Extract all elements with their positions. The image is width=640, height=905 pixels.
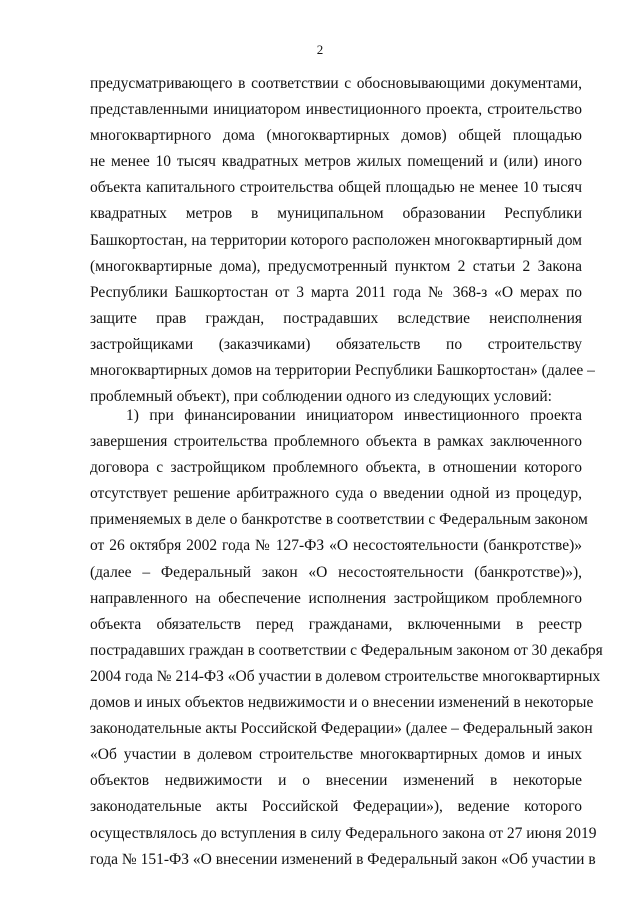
text-line: Республики Башкортостан от 3 марта 2011 года № 368-з «О мерах по [90,283,582,301]
text-line: многоквартирного дома (многоквартирных домов) общей площадью [90,127,582,145]
text-line: применяемых в деле о банкротстве в соответствии с Федеральным законом [90,511,588,529]
text-line: «Об участии в долевом строительстве многоквартирных домов и иных [90,746,582,764]
text-line: объекта капитального строительства общей площадью не менее 10 тысяч [90,179,582,197]
text-line: (далее – Федеральный закон «О несостоятельности (банкротстве)»), [90,563,582,581]
text-line: представленными инициатором инвестиционного проекта, строительство [90,101,582,119]
text-line: 2004 года № 214-ФЗ «Об участии в долевом строительстве многоквартирных [90,667,601,685]
text-line: договора с застройщиком проблемного объекта, в отношении которого [90,459,582,477]
text-line: законодательные акты Российской Федерации» (далее – Федеральный закон [90,720,593,738]
text-line: пострадавших граждан в соответствии с Федеральным законом от 30 декабря [90,641,603,659]
text-line: направленного на обеспечение исполнения застройщиком проблемного [90,589,582,607]
page-number: 2 [316,42,324,57]
text-line: многоквартирных домов на территории Республики Башкортостан» (далее – [90,362,595,380]
text-line: отсутствует решение арбитражного суда о введении одной из процедур, [90,485,582,503]
text-line: не менее 10 тысяч квадратных метров жилых помещений и (или) иного [90,153,582,171]
text-line: года № 151-ФЗ «О внесении изменений в Федеральный закон «Об участии в [90,850,596,868]
text-line: квадратных метров в муниципальном образовании Республики [90,205,582,223]
text-line: объекта обязательств перед гражданами, включенными в реестр [90,615,582,633]
text-line: осуществлялось до вступления в силу Федерального закона от 27 июня 2019 [90,824,597,842]
text-line: завершения строительства проблемного объекта в рамках заключенного [90,433,582,451]
text-line: защите прав граждан, пострадавших вследствие неисполнения [90,309,582,327]
paragraph-condition-1 [90,403,603,873]
text-line: домов и иных объектов недвижимости и о внесении изменений в некоторые [90,694,594,712]
text-line: 1) при финансировании инициатором инвестиционного проекта [126,407,582,424]
text-line: застройщиками (заказчиками) обязательств по строительству [90,335,582,353]
text-line: (многоквартирные дома), предусмотренный пунктом 2 статьи 2 Закона [90,257,582,275]
text-line: объектов недвижимости и о внесении изменений в некоторые [90,772,582,790]
text-line: Башкортостан, на территории которого расположен многоквартирный дом [90,231,582,249]
text-line: проблемный объект), при соблюдении одного из следующих условий: [90,388,552,406]
text-line: от 26 октября 2002 года № 127-ФЗ «О несостоятельности (банкротстве)» [90,537,582,555]
text-line: предусматривающего в соответствии с обосновывающими документами, [90,75,582,92]
paragraph-continuation [90,71,595,410]
text-line: законодательные акты Российской Федерации»), ведение которого [90,798,582,816]
